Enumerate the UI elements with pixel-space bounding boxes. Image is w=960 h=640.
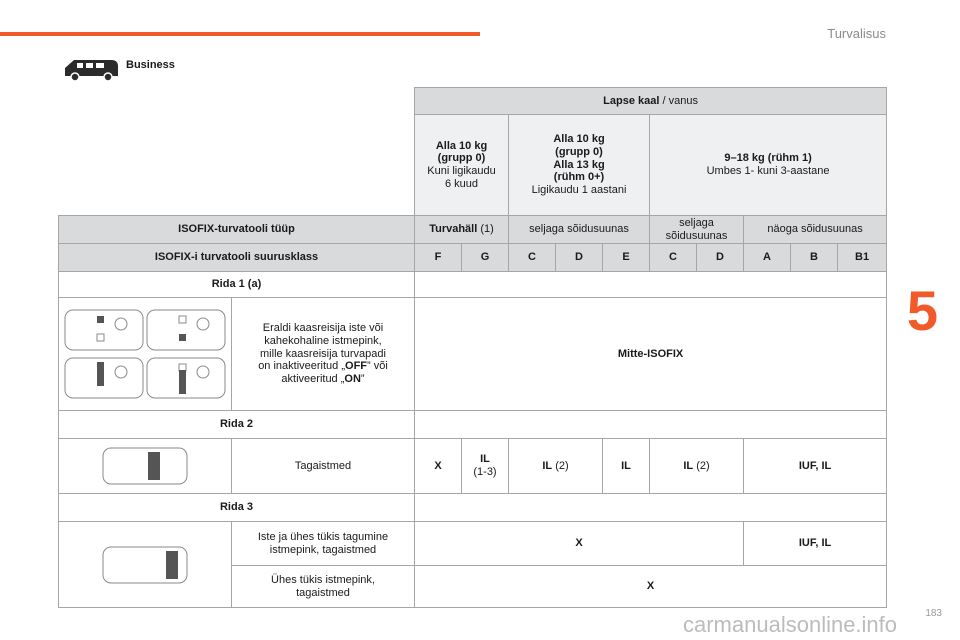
weight-group-0: Alla 10 kg (grupp 0) Kuni ligikaudu 6 kuud [415,115,509,216]
size-class-cell: F [415,244,462,272]
row-3-description-a: Iste ja ühes tükis tagumine istmepink, tagaistmed [232,522,415,566]
row-3-seat-diagram [59,522,232,608]
type-rear-facing-1: seljaga sõidusuunas [509,216,650,244]
empty-corner [59,88,415,115]
section-title: Turvalisus [827,26,886,41]
row-2-title-spacer [415,411,887,439]
isofix-table [58,87,887,608]
row-2-description: Tagaistmed [232,439,415,494]
size-class-cell: E [603,244,650,272]
size-class-cell: C [509,244,556,272]
row-1-description: Eraldi kaasreisija iste või kahekohaline istmepink, mille kaasreisija turvapadi on inaktiveeritud „OFF” või aktiveeritud „ON” [232,298,415,411]
row-1-title: Rida 1 (a) [59,272,415,298]
row-1-title-spacer [415,272,887,298]
type-turvahall: Turvahäll (1) [415,216,509,244]
row-2-value-cd2: IL (2) [650,439,744,494]
vehicle-label [62,56,175,82]
row-3-value-a: X [415,522,744,566]
size-class-cell: A [744,244,791,272]
row-3-description-b: Ühes tükis istmepink, tagaistmed [232,566,415,608]
row-2-value-e: IL [603,439,650,494]
size-class-cell: G [462,244,509,272]
watermark: carmanualsonline.info [683,612,898,637]
van-icon [62,56,120,82]
row-2-value-ab: IUF, IL [744,439,887,494]
weight-group-1: 9–18 kg (rühm 1) Umbes 1- kuni 3-aastane [650,115,887,216]
orange-header-bar [0,32,480,36]
isofix-type-label: ISOFIX-turvatooli tüüp [59,216,415,244]
chapter-number: 5 [906,279,938,342]
row-2-value-f: X [415,439,462,494]
page-number: 183 [925,608,942,619]
weight-header: Lapse kaal / vanus [415,88,887,115]
size-class-label: ISOFIX-i turvatooli suurusklass [59,244,415,272]
row-2-value-g: IL (1-3) [462,439,509,494]
row-3-value-b: X [415,566,887,608]
row-2-title: Rida 2 [59,411,415,439]
row-1-seat-diagrams [59,298,232,411]
empty-corner-2 [59,115,415,216]
second-row-diagram-icon [100,444,190,488]
row-3-value-a-iuf: IUF, IL [744,522,887,566]
weight-group-0plus: Alla 10 kg (grupp 0) Alla 13 kg (rühm 0+) Ligikaudu 1 aastani [509,115,650,216]
row-3-title: Rida 3 [59,494,415,522]
row-1-value: Mitte-ISOFIX [415,298,887,411]
row-2-value-cd: IL (2) [509,439,603,494]
type-rear-facing-2: seljaga sõidusuunas [650,216,744,244]
front-seat-diagram-icon [61,304,229,404]
size-class-cell: D [697,244,744,272]
row-2-seat-diagram [59,439,232,494]
third-row-diagram-icon [100,543,190,587]
row-3-title-spacer [415,494,887,522]
size-class-cell: C [650,244,697,272]
vehicle-label-text: Business [126,59,175,71]
size-class-cell: D [556,244,603,272]
size-class-cell: B1 [838,244,887,272]
size-class-cell: B [791,244,838,272]
type-forward-facing: näoga sõidusuunas [744,216,887,244]
